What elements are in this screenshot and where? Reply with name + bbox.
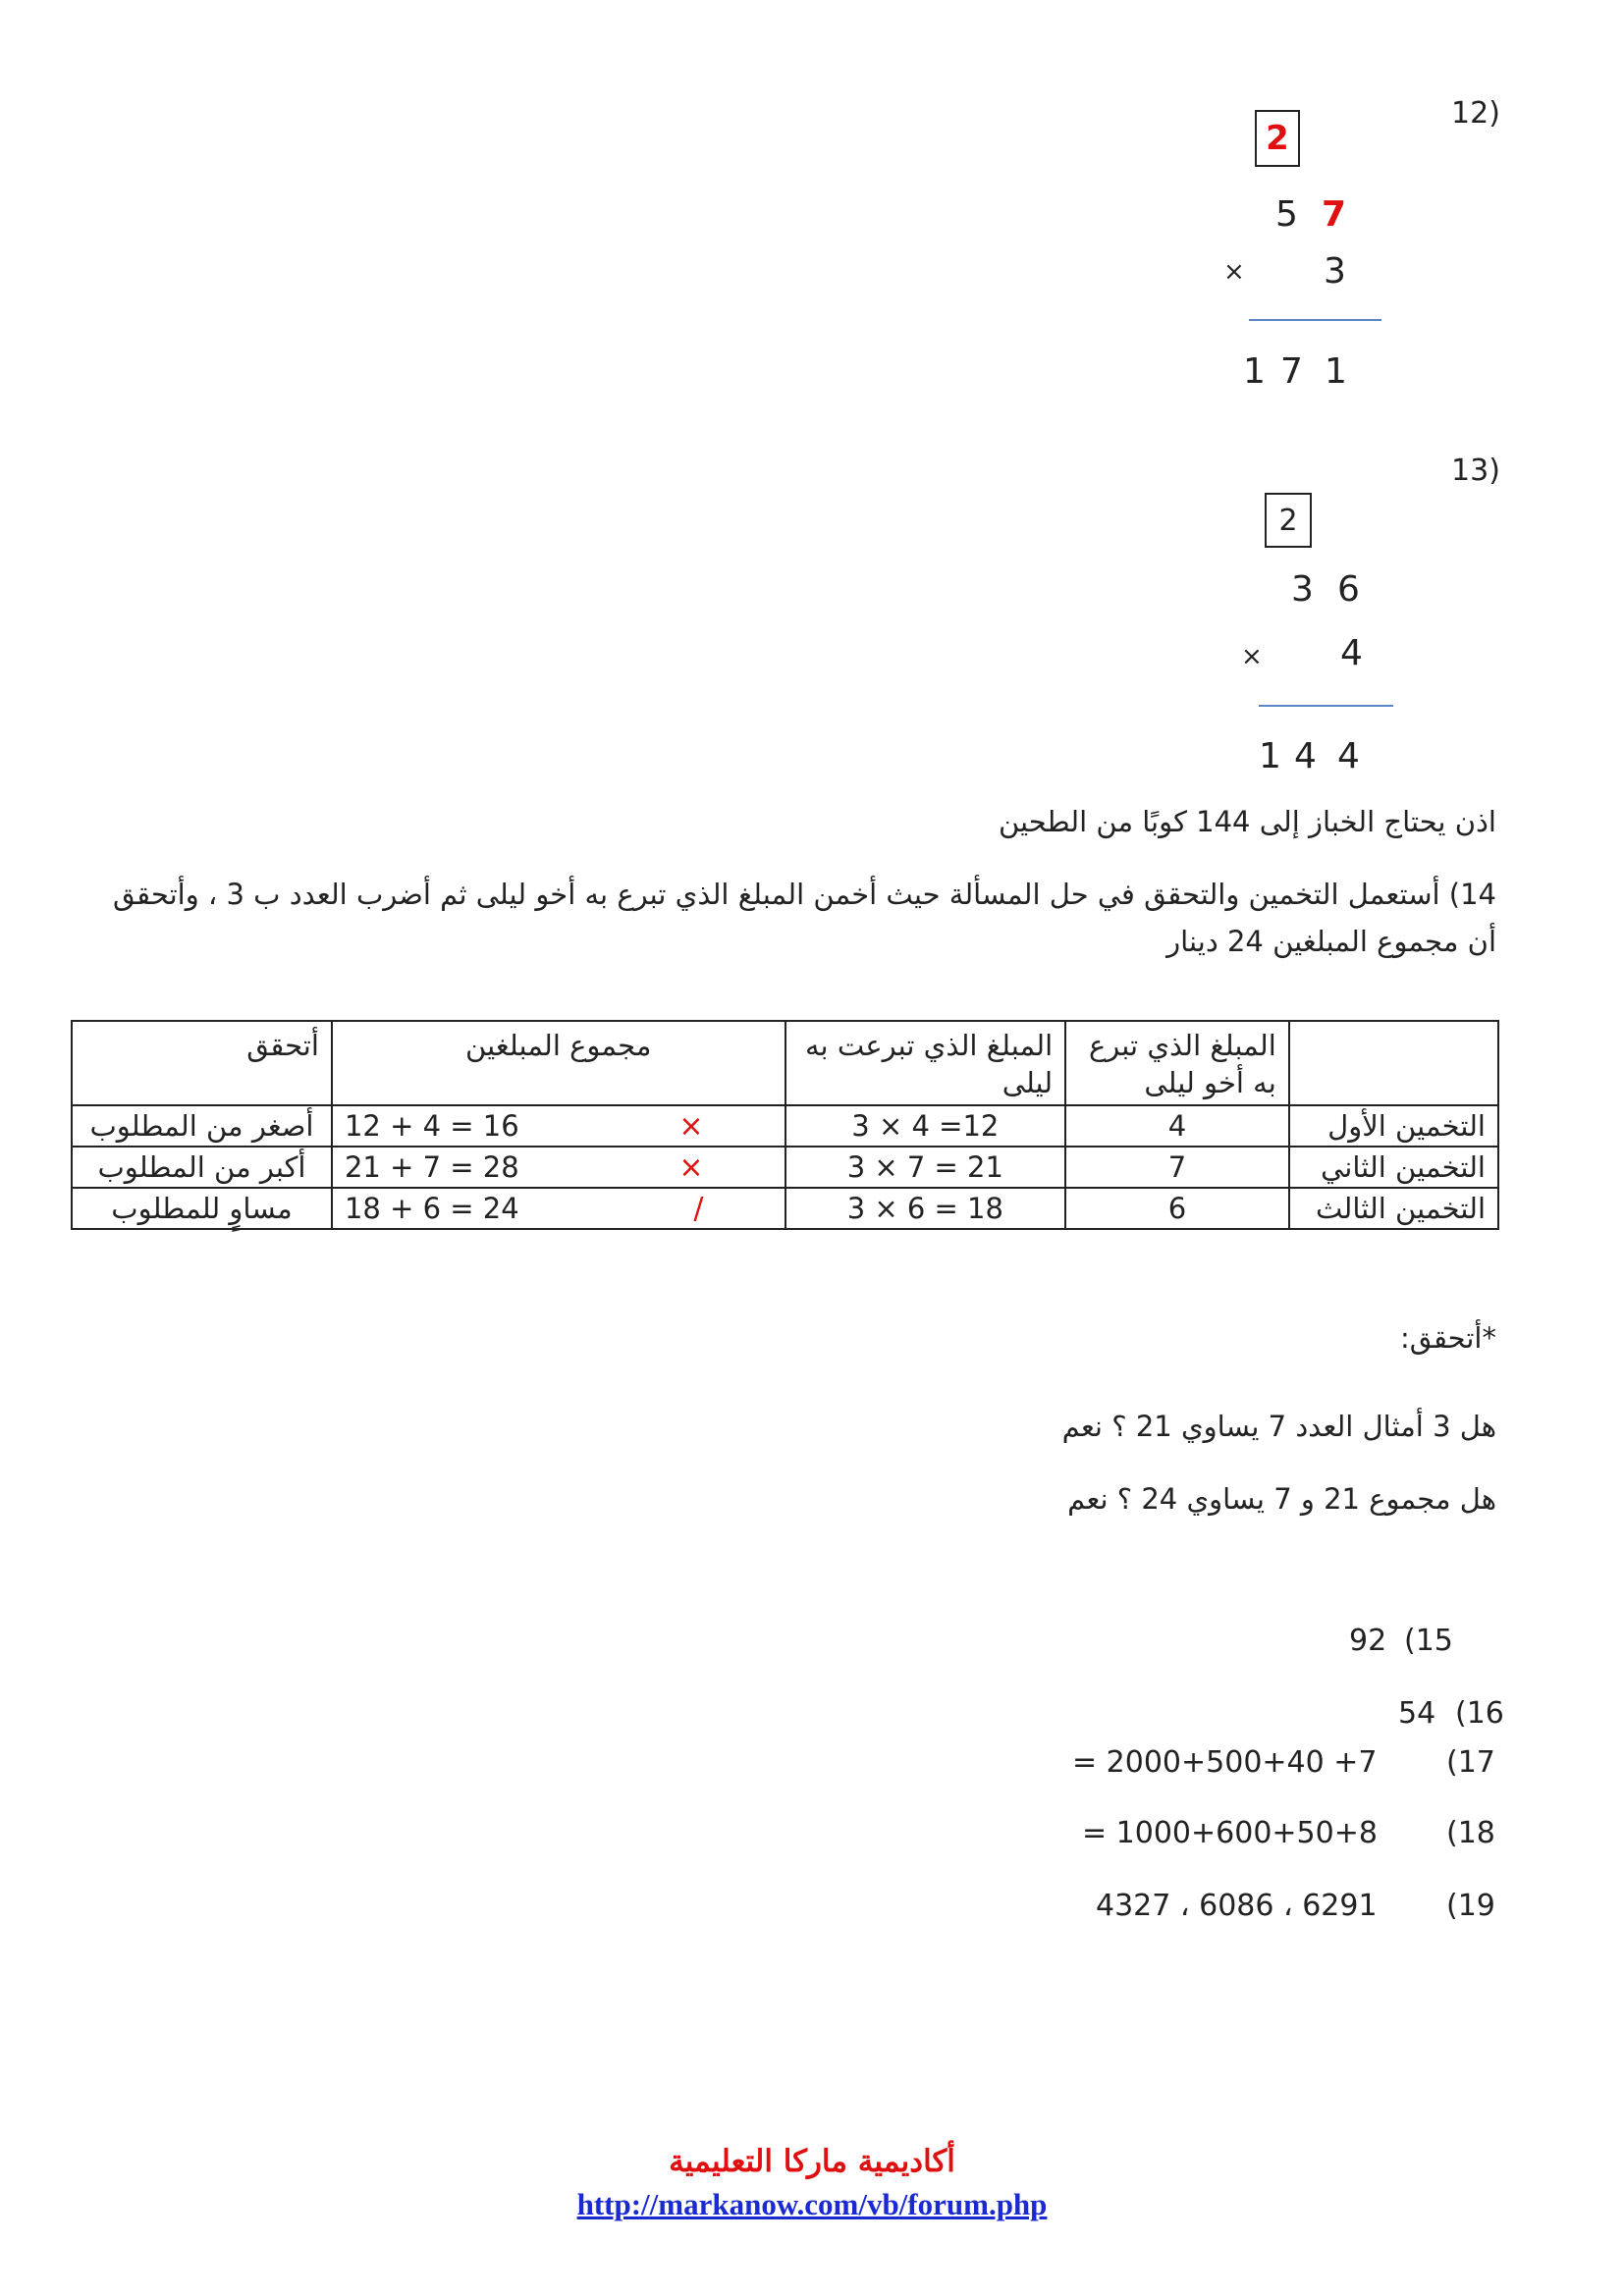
row-check-result: مساوٍ للمطلوب	[72, 1188, 332, 1229]
verify-question-1: هل 3 أمثال العدد 7 يساوي 21 ؟ نعم	[1061, 1410, 1496, 1443]
guess-check-table	[71, 1020, 1499, 1230]
answer-17-value: = 2000+500+40 +7	[1072, 1745, 1378, 1780]
q13-multiplier: 4	[1340, 633, 1363, 673]
row-sum-cell	[332, 1105, 785, 1147]
row-check-result: أكبر من المطلوب	[72, 1147, 332, 1188]
answer-18-value: = 1000+600+50+8	[1082, 1816, 1378, 1850]
q13-top-tens: 3	[1291, 569, 1314, 610]
footer-academy-name: أكاديمية ماركا التعليمية	[669, 2144, 955, 2179]
q13-top-ones: 6	[1337, 569, 1360, 610]
row-guess-label: التخمين الأول	[1289, 1105, 1498, 1147]
wrong-mark-icon: ×	[678, 1149, 704, 1185]
q12-carry-digit: 2	[1266, 119, 1289, 158]
answer-19-number: (19	[1446, 1889, 1495, 1923]
q12-top-ones: 7	[1322, 194, 1347, 235]
footer-link-wrap	[0, 2187, 1624, 2222]
q12-top-tens: 5	[1275, 194, 1298, 235]
answer-18-number: (18	[1446, 1816, 1495, 1850]
answer-16-value: 54	[1398, 1696, 1436, 1731]
row-sum-expression: 12 + 4 = 16	[344, 1109, 519, 1143]
row-layla-value	[785, 1147, 1066, 1188]
row-layla-value	[785, 1188, 1066, 1229]
answer-19-value: 4327 ، 6086 ، 6291	[1096, 1889, 1378, 1923]
table-row	[72, 1188, 1498, 1229]
row-brother-value: 7	[1065, 1147, 1289, 1188]
row-sum-expression: 18 + 6 = 24	[344, 1192, 519, 1225]
q14-statement-line1: 14) أستعمل التخمين والتحقق في حل المسألة حيث أخمن المبلغ الذي تبرع به أخو ليلى ثم أضرب العدد ب 3 ، وأتحقق	[113, 878, 1496, 911]
table-row	[72, 1105, 1498, 1147]
q13-result-line	[1259, 705, 1393, 707]
correct-mark-icon: /	[693, 1191, 704, 1226]
q13-label: (13	[1451, 454, 1500, 488]
table-row	[72, 1147, 1498, 1188]
row-sum-cell	[332, 1147, 785, 1188]
q12-result-ones: 1	[1325, 351, 1347, 392]
answer-15-number: (15	[1404, 1624, 1453, 1658]
q12-result-tens: 7	[1280, 351, 1303, 392]
row-guess-label: التخمين الثالث	[1289, 1188, 1498, 1229]
answer-17-number: (17	[1446, 1745, 1495, 1780]
q13-result-ones: 4	[1337, 736, 1360, 776]
row-sum-cell	[332, 1188, 785, 1229]
q13-result-tens: 4	[1294, 736, 1317, 776]
header-guess	[1289, 1021, 1498, 1105]
q14-statement-line2: أن مجموع المبلغين 24 دينار	[1166, 925, 1496, 958]
table-header-row	[72, 1021, 1498, 1105]
q12-carry-box	[1255, 110, 1300, 167]
header-layla-amount: المبلغ الذي تبرعت به ليلى	[785, 1021, 1066, 1105]
footer-forum-link[interactable]: http://markanow.com/vb/forum.php	[576, 2187, 1048, 2221]
answer-16-number: (16	[1455, 1696, 1504, 1731]
row-brother-value: 4	[1065, 1105, 1289, 1147]
answer-15-value: 92	[1349, 1624, 1387, 1658]
wrong-mark-icon: ×	[678, 1108, 704, 1144]
q13-conclusion: اذن يحتاج الخباز إلى 144 كوبًا من الطحين	[998, 805, 1496, 838]
header-brother-amount: المبلغ الذي تبرع به أخو ليلى	[1065, 1021, 1289, 1105]
row-guess-label: التخمين الثاني	[1289, 1147, 1498, 1188]
header-sum: مجموع المبلغين	[332, 1021, 785, 1105]
row-layla-expression: 3 × 6 = 18	[846, 1192, 1003, 1225]
header-check: أتحقق	[72, 1021, 332, 1105]
row-sum-expression: 21 + 7 = 28	[344, 1150, 519, 1184]
row-check-result: أصغر من المطلوب	[72, 1105, 332, 1147]
q13-carry-digit: 2	[1278, 503, 1298, 538]
q13-times-sign: ×	[1241, 642, 1263, 671]
q13-result-hundreds: 1	[1259, 736, 1281, 776]
verify-question-2: هل مجموع 21 و 7 يساوي 24 ؟ نعم	[1067, 1482, 1496, 1516]
q12-result-line	[1249, 319, 1381, 321]
q12-label: (12	[1451, 96, 1500, 131]
q12-times-sign: ×	[1223, 257, 1245, 287]
row-layla-value	[785, 1105, 1066, 1147]
verify-title: *أتحقق:	[1400, 1321, 1496, 1355]
q13-carry-box	[1265, 493, 1312, 548]
row-layla-expression: 3 × 4 =12	[851, 1109, 1000, 1143]
row-brother-value: 6	[1065, 1188, 1289, 1229]
q12-result-hundreds: 1	[1243, 351, 1266, 392]
q12-multiplier: 3	[1324, 251, 1346, 292]
row-layla-expression: 3 × 7 = 21	[846, 1150, 1003, 1184]
